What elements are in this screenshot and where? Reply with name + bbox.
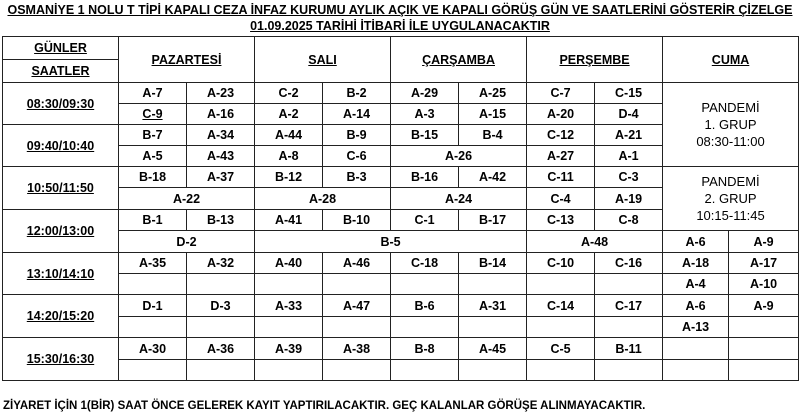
table-cell: A-37 (187, 167, 255, 188)
table-cell: B-10 (323, 210, 391, 231)
table-cell: B-16 (391, 167, 459, 188)
table-cell: A-19 (595, 188, 663, 210)
table-cell (391, 274, 459, 295)
schedule-table (2, 36, 799, 381)
table-cell (119, 360, 187, 381)
table-cell: B-6 (391, 295, 459, 317)
table-cell (459, 360, 527, 381)
table-cell: A-39 (255, 338, 323, 360)
table-cell: B-5 (255, 231, 527, 253)
time-slot: 12:00/13:00 (3, 210, 119, 253)
table-cell: C-5 (527, 338, 595, 360)
table-cell (323, 360, 391, 381)
table-cell: A-45 (459, 338, 527, 360)
table-cell: A-6 (663, 231, 729, 253)
table-cell (663, 338, 729, 360)
table-cell (187, 317, 255, 338)
table-cell: D-4 (595, 104, 663, 125)
table-cell: A-14 (323, 104, 391, 125)
table-row (3, 274, 799, 295)
table-cell: A-20 (527, 104, 595, 125)
table-cell (527, 317, 595, 338)
table-cell: C-18 (391, 253, 459, 274)
table-cell: B-14 (459, 253, 527, 274)
time-slot: 09:40/10:40 (3, 125, 119, 167)
header-day-friday: CUMA (663, 37, 799, 83)
table-cell: A-16 (187, 104, 255, 125)
group-label: 2. GRUP (704, 191, 757, 206)
table-cell: A-32 (187, 253, 255, 274)
table-cell: C-2 (255, 83, 323, 104)
table-cell (323, 317, 391, 338)
table-cell (119, 317, 187, 338)
friday-pandemic-group-1 (663, 83, 799, 167)
document-title: OSMANİYE 1 NOLU T TİPİ KAPALI CEZA İNFAZ KURUMU AYLIK AÇIK VE KAPALI GÖRÜŞ GÜN VE SAATLERİNİ GÖSTERİR ÇİZELGE (7, 3, 793, 17)
table-cell: B-12 (255, 167, 323, 188)
group-label: PANDEMİ (701, 100, 760, 115)
table-row (3, 295, 799, 317)
table-cell (255, 274, 323, 295)
table-cell: A-29 (391, 83, 459, 104)
table-cell: C-11 (527, 167, 595, 188)
table-cell: A-13 (663, 317, 729, 338)
time-slot: 14:20/15:20 (3, 295, 119, 338)
table-cell (255, 317, 323, 338)
table-row (3, 167, 799, 188)
table-cell (323, 274, 391, 295)
table-cell (459, 274, 527, 295)
table-cell: C-15 (595, 83, 663, 104)
table-cell: C-16 (595, 253, 663, 274)
table-row (3, 338, 799, 360)
table-cell: C-6 (323, 146, 391, 167)
header-day-monday: PAZARTESİ (119, 37, 255, 83)
table-cell (729, 338, 799, 360)
table-cell (459, 317, 527, 338)
table-cell: C-7 (527, 83, 595, 104)
header-day-wednesday: ÇARŞAMBA (391, 37, 527, 83)
group-label: PANDEMİ (701, 174, 760, 189)
header-day-tuesday: SALI (255, 37, 391, 83)
table-cell: C-13 (527, 210, 595, 231)
header-day-thursday: PERŞEMBE (527, 37, 663, 83)
table-row (3, 360, 799, 381)
table-cell: A-1 (595, 146, 663, 167)
table-cell: D-3 (187, 295, 255, 317)
table-cell: A-41 (255, 210, 323, 231)
table-cell: C-14 (527, 295, 595, 317)
table-cell: C-1 (391, 210, 459, 231)
table-cell: A-47 (323, 295, 391, 317)
table-cell: A-8 (255, 146, 323, 167)
table-row (3, 317, 799, 338)
table-cell: A-24 (391, 188, 527, 210)
table-row (3, 83, 799, 104)
table-cell: C-4 (527, 188, 595, 210)
table-cell: B-18 (119, 167, 187, 188)
table-cell: A-2 (255, 104, 323, 125)
table-cell: A-36 (187, 338, 255, 360)
table-cell: A-5 (119, 146, 187, 167)
time-slot: 10:50/11:50 (3, 167, 119, 210)
table-cell: A-38 (323, 338, 391, 360)
table-cell: B-3 (323, 167, 391, 188)
table-cell: A-33 (255, 295, 323, 317)
table-cell: A-35 (119, 253, 187, 274)
footer-note: ZİYARET İÇİN 1(BİR) SAAT ÖNCE GELEREK KAYIT YAPTIRILACAKTIR. GEÇ KALANLAR GÖRÜŞE ALINMAYACAKTIR. (3, 400, 646, 412)
table-cell: D-2 (119, 231, 255, 253)
table-cell: A-23 (187, 83, 255, 104)
table-cell (527, 274, 595, 295)
table-cell: A-3 (391, 104, 459, 125)
table-cell: A-44 (255, 125, 323, 146)
table-cell: C-3 (595, 167, 663, 188)
table-cell: B-11 (595, 338, 663, 360)
group-label: 1. GRUP (704, 117, 757, 132)
table-cell: A-43 (187, 146, 255, 167)
table-cell: B-17 (459, 210, 527, 231)
table-cell: A-7 (119, 83, 187, 104)
table-cell: C-8 (595, 210, 663, 231)
table-cell: A-9 (729, 295, 799, 317)
table-cell (187, 274, 255, 295)
table-cell (595, 274, 663, 295)
time-slot: 13:10/14:10 (3, 253, 119, 295)
table-cell: C-17 (595, 295, 663, 317)
table-cell: A-27 (527, 146, 595, 167)
table-cell (187, 360, 255, 381)
table-cell: A-18 (663, 253, 729, 274)
table-cell: A-46 (323, 253, 391, 274)
friday-pandemic-group-2 (663, 167, 799, 231)
table-cell (119, 274, 187, 295)
table-row (3, 253, 799, 274)
document-subtitle: 01.09.2025 TARİHİ İTİBARİ İLE UYGULANACAKTIR (250, 19, 550, 33)
table-cell: A-15 (459, 104, 527, 125)
table-cell: A-28 (255, 188, 391, 210)
table-cell: B-7 (119, 125, 187, 146)
table-cell: A-22 (119, 188, 255, 210)
group-time: 08:30-11:00 (696, 134, 765, 149)
time-slot: 08:30/09:30 (3, 83, 119, 125)
table-cell: B-15 (391, 125, 459, 146)
table-cell: B-2 (323, 83, 391, 104)
table-cell: A-25 (459, 83, 527, 104)
table-cell (255, 360, 323, 381)
table-cell: A-26 (391, 146, 527, 167)
table-cell: A-6 (663, 295, 729, 317)
table-cell: C-12 (527, 125, 595, 146)
header-row-days (3, 37, 799, 60)
table-cell (595, 360, 663, 381)
table-cell: B-4 (459, 125, 527, 146)
table-cell: A-48 (527, 231, 663, 253)
table-cell (527, 360, 595, 381)
table-cell: C-9 (119, 104, 187, 125)
table-cell: C-10 (527, 253, 595, 274)
time-slot: 15:30/16:30 (3, 338, 119, 381)
table-cell: A-34 (187, 125, 255, 146)
table-cell: B-8 (391, 338, 459, 360)
table-row (3, 231, 799, 253)
table-cell: D-1 (119, 295, 187, 317)
group-time: 10:15-11:45 (696, 208, 765, 223)
table-cell: A-9 (729, 231, 799, 253)
table-cell: B-13 (187, 210, 255, 231)
table-cell: A-40 (255, 253, 323, 274)
table-cell: A-4 (663, 274, 729, 295)
table-cell: B-9 (323, 125, 391, 146)
table-cell: A-31 (459, 295, 527, 317)
header-gunler: GÜNLER (3, 37, 119, 60)
table-cell (595, 317, 663, 338)
header-saatler: SAATLER (3, 60, 119, 83)
table-cell: A-30 (119, 338, 187, 360)
table-cell: A-17 (729, 253, 799, 274)
table-cell: B-1 (119, 210, 187, 231)
table-cell (663, 360, 729, 381)
table-cell (391, 317, 459, 338)
table-cell (729, 360, 799, 381)
table-cell (391, 360, 459, 381)
table-cell: A-42 (459, 167, 527, 188)
table-cell (729, 317, 799, 338)
table-cell: A-10 (729, 274, 799, 295)
table-cell: A-21 (595, 125, 663, 146)
